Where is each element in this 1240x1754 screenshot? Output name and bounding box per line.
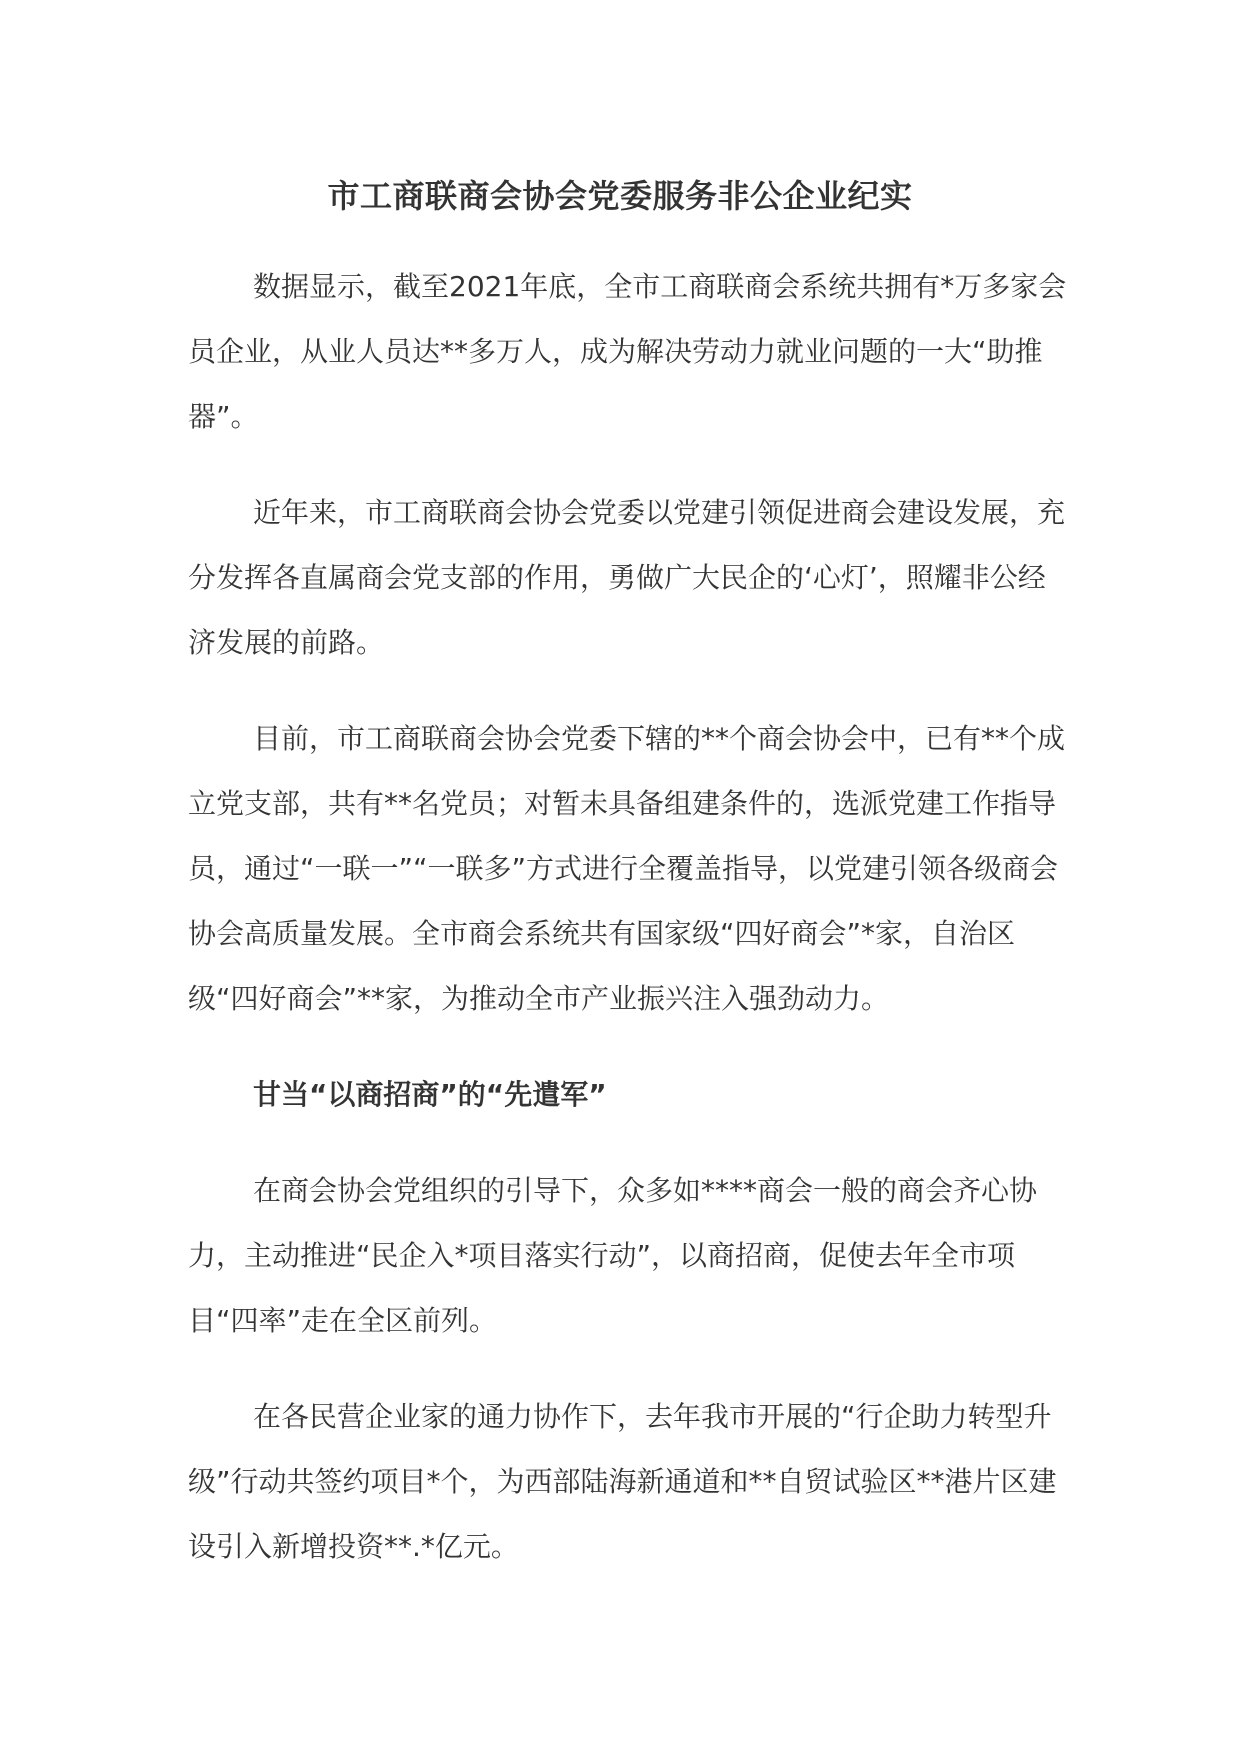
- paragraph-investment-promotion: 在商会协会党组织的引导下，众多如****商会一般的商会齐心协力，主动推进“民企入*项目落实行动”，以商招商，促使去年全市项目“四率”走在全区前列。: [188, 1174, 1038, 1337]
- document-title: 市工商联商会协会党委服务非公企业纪实: [327, 177, 913, 215]
- paragraph-transformation-action: 在各民营企业家的通力协作下，去年我市开展的“行企助力转型升级”行动共签约项目*个，为西部陆海新通道和**自贸试验区**港片区建设引入新增投资**.*亿元。: [188, 1400, 1057, 1563]
- section-heading: 甘当“以商招商”的“先遣军”: [253, 1078, 607, 1111]
- document-body: [188, 254, 1068, 1610]
- paragraph-party-building: 近年来，市工商联商会协会党委以党建引领促进商会建设发展，充分发挥各直属商会党支部的作用，勇做广大民企的‘心灯’，照耀非公经济发展的前路。: [188, 496, 1066, 659]
- paragraph-current-status: 目前，市工商联商会协会党委下辖的**个商会协会中，已有**个成立党支部，共有**名党员；对暂未具备组建条件的，选派党建工作指导员，通过“一联一”“一联多”方式进行全覆盖指导，以党建引领各级商会协会高质量发展。全市商会系统共有国家级“四好商会”*家，自治区级“四好商会”**家，为推动全市产业振兴注入强劲动力。: [188, 722, 1066, 1015]
- paragraph-intro: 数据显示，截至2021年底，全市工商联商会系统共拥有*万多家会员企业，从业人员达**多万人，成为解决劳动力就业问题的一大“助推器”。: [188, 270, 1067, 433]
